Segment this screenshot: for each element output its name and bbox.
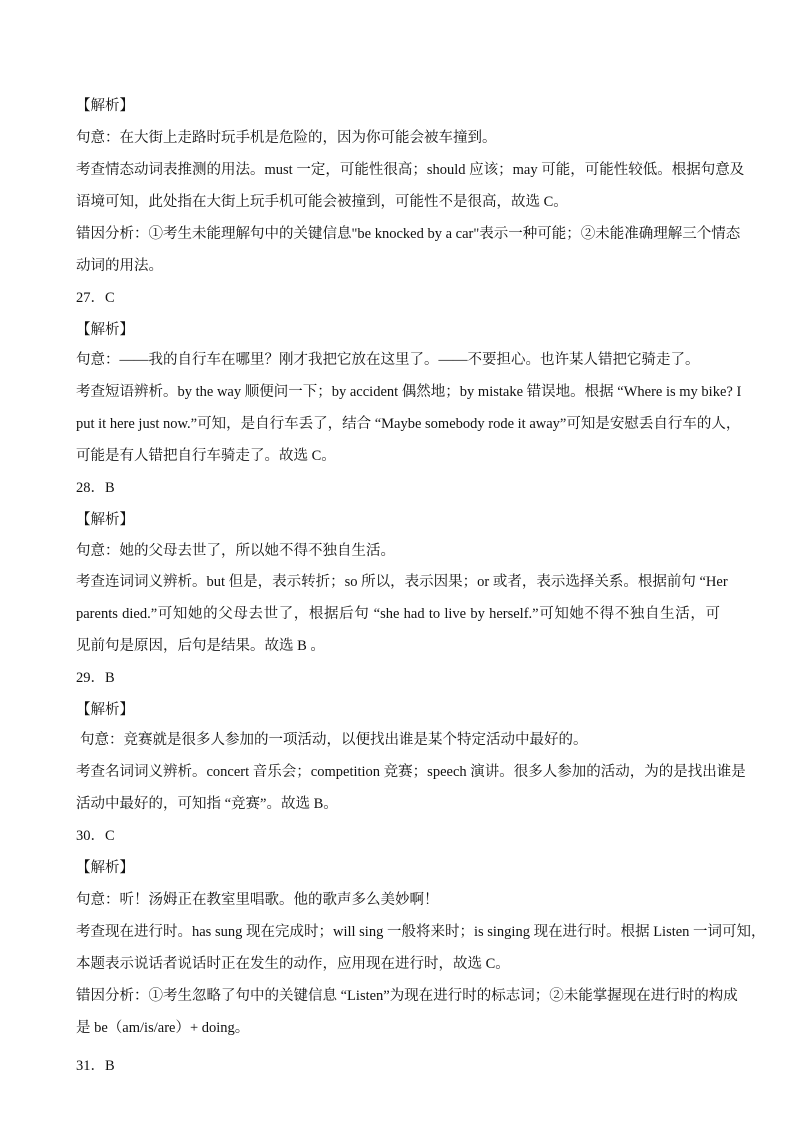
analysis-label: 【解析】: [76, 702, 134, 718]
question-number-answer: 28．B: [76, 480, 115, 496]
paragraph-line: 句意：在大街上走路时玩手机是危险的，因为你可能会被车撞到。: [76, 130, 497, 146]
paragraph-line: 活动中最好的，可知指 “竞赛”。故选 B。: [76, 796, 338, 812]
paragraph-line: parents died.”可知她的父母去世了，根据后句 “she had to live by herself.”可知她不得不独自生活，可: [76, 606, 720, 622]
paragraph-line: 错因分析：①考生忽略了句中的关键信息 “Listen”为现在进行时的标志词；②未能掌握现在进行时的构成: [76, 988, 738, 1004]
paragraph-line: 考查名词词义辨析。concert 音乐会；competition 竞赛；speech 演讲。很多人参加的活动，为的是找出谁是: [76, 764, 746, 780]
analysis-label: 【解析】: [76, 98, 134, 114]
paragraph-line: 是 be（am/is/are）+ doing。: [76, 1020, 250, 1036]
paragraph-line: 句意：她的父母去世了，所以她不得不独自生活。: [76, 543, 395, 559]
paragraph-line: 句意：听！汤姆正在教室里唱歌。他的歌声多么美妙啊！: [76, 892, 439, 908]
paragraph-line: 考查短语辨析。by the way 顺便问一下；by accident 偶然地；by mistake 错误地。根据 “Where is my bike? I: [76, 384, 742, 400]
paragraph-line: 句意：——我的自行车在哪里？刚才我把它放在这里了。——不要担心。也许某人错把它骑走了。: [76, 352, 700, 368]
analysis-label: 【解析】: [76, 512, 134, 528]
analysis-label: 【解析】: [76, 860, 134, 876]
paragraph-line: 本题表示说话者说话时正在发生的动作，应用现在进行时，故选 C。: [76, 956, 510, 972]
paragraph-line: 见前句是原因，后句是结果。故选 B 。: [76, 638, 325, 654]
paragraph-line: 句意：竞赛就是很多人参加的一项活动，以便找出谁是某个特定活动中最好的。: [80, 732, 588, 748]
question-number-answer: 29．B: [76, 670, 115, 686]
question-number-answer: 30．C: [76, 828, 115, 844]
paragraph-line: 错因分析：①考生未能理解句中的关键信息"be knocked by a car"表示一种可能；②未能准确理解三个情态: [76, 226, 741, 242]
question-number-answer: 27．C: [76, 290, 115, 306]
paragraph-line: 考查连词词义辨析。but 但是，表示转折；so 所以，表示因果；or 或者，表示选择关系。根据前句 “Her: [76, 574, 728, 590]
paragraph-line: 可能是有人错把自行车骑走了。故选 C。: [76, 448, 336, 464]
analysis-label: 【解析】: [76, 322, 134, 338]
paragraph-line: 动词的用法。: [76, 258, 163, 274]
paragraph-line: 考查现在进行时。has sung 现在完成时；will sing 一般将来时；is singing 现在进行时。根据 Listen 一词可知，: [76, 924, 766, 940]
paragraph-line: 语境可知，此处指在大街上玩手机可能会被撞到，可能性不是很高，故选 C。: [76, 194, 568, 210]
paragraph-line: 考查情态动词表推测的用法。must 一定，可能性很高；should 应该；may 可能，可能性较低。根据句意及: [76, 162, 745, 178]
paragraph-line: put it here just now.”可知，是自行车丢了，结合 “Maybe somebody rode it away”可知是安慰丢自行车的人，: [76, 416, 741, 432]
question-number-answer: 31．B: [76, 1058, 115, 1074]
